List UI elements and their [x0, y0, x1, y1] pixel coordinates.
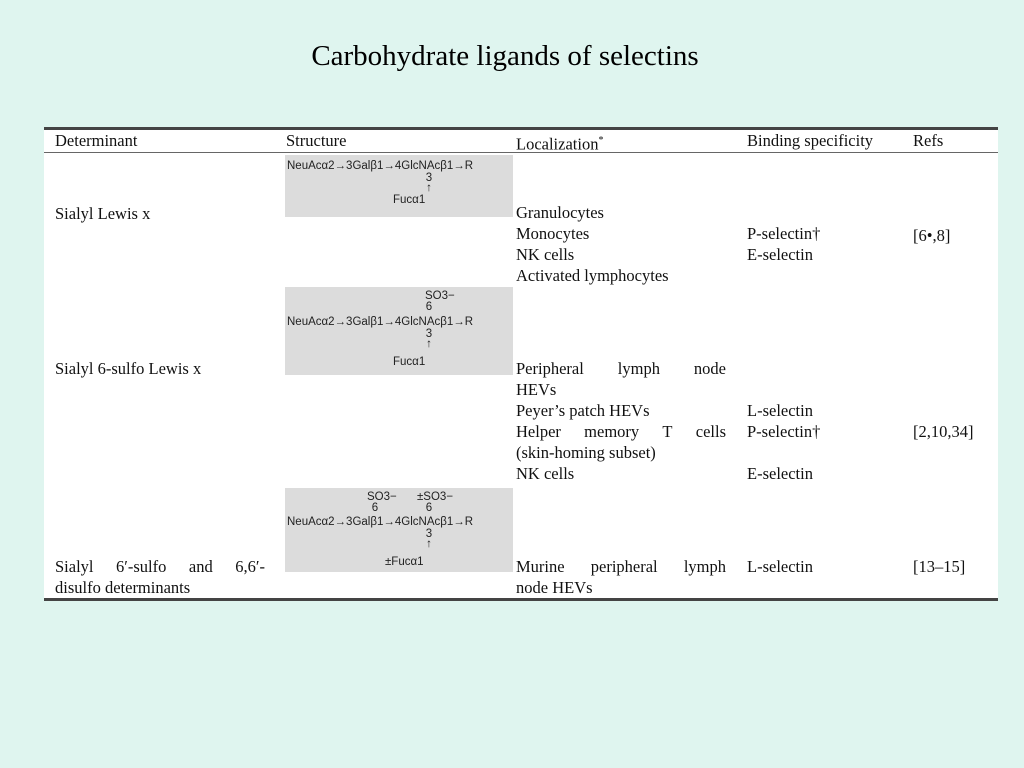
row3-localization-2: node HEVs — [516, 578, 593, 597]
row1-structure-diagram — [285, 155, 513, 217]
row1-structure-position: 3 — [425, 172, 433, 184]
row3-refs: [13–15] — [913, 557, 966, 576]
header-determinant: Determinant — [55, 131, 138, 150]
row2-binding-3: E-selectin — [747, 464, 813, 483]
table-bottom-rule — [44, 598, 998, 601]
row2-structure-chain: NeuAcα2→3Galβ1→4GlcNAcβ1→R — [287, 316, 474, 328]
row1-binding-2: E-selectin — [747, 245, 813, 264]
header-localization: Localization* — [516, 134, 604, 154]
row3-determinant-line2: disulfo determinants — [55, 578, 191, 597]
row2-refs: [2,10,34] — [913, 422, 974, 441]
header-refs: Refs — [913, 131, 944, 150]
row1-structure-chain: NeuAcα2→3Galβ1→4GlcNAcβ1→R — [287, 160, 474, 172]
row2-binding-1: L-selectin — [747, 401, 813, 420]
row2-structure-diagram — [285, 287, 513, 375]
row2-localization-4: Helper memory T cells — [516, 422, 726, 441]
row2-localization-1: Peripheral lymph node — [516, 359, 726, 378]
row1-structure-branch: Fucα1 — [393, 194, 426, 206]
row2-localization-2: HEVs — [516, 380, 557, 399]
slide-title: Carbohydrate ligands of selectins — [311, 40, 699, 72]
row3-structure-sulfo1-pos: 6 — [371, 502, 379, 514]
row3-binding: L-selectin — [747, 557, 813, 576]
row3-determinant-line1: Sialyl 6′-sulfo and 6,6′- — [55, 557, 265, 576]
row1-refs: [6•,8] — [913, 226, 951, 245]
row2-structure-sulfo: SO3− — [425, 290, 455, 302]
row2-determinant: Sialyl 6-sulfo Lewis x — [55, 359, 202, 378]
row2-structure-sulfo-pos: 6 — [425, 301, 433, 313]
row2-structure-branch: Fucα1 — [393, 356, 426, 368]
row3-linkage-arrow-icon: ↑ — [426, 538, 432, 550]
row3-structure-branch: ±Fucα1 — [385, 556, 424, 568]
row3-structure-chain: NeuAcα2→3Galβ1→4GlcNAcβ1→R — [287, 516, 474, 528]
selectin-ligand-table — [44, 127, 998, 601]
row2-localization-6: NK cells — [516, 464, 575, 483]
row3-structure-diagram — [285, 488, 513, 572]
row2-localization-5: (skin-homing subset) — [516, 443, 656, 462]
row1-linkage-arrow-icon: ↑ — [426, 182, 432, 194]
row2-localization-3: Peyer’s patch HEVs — [516, 401, 650, 420]
row3-localization-1: Murine peripheral lymph — [516, 557, 726, 576]
row3-structure-sulfo1: SO3− — [367, 491, 397, 503]
row1-determinant: Sialyl Lewis x — [55, 204, 151, 223]
row3-structure-sulfo2: ±SO3− — [417, 491, 454, 503]
row1-localization-2: Monocytes — [516, 224, 590, 243]
row1-localization-1: Granulocytes — [516, 203, 604, 222]
row1-localization-3: NK cells — [516, 245, 575, 264]
row2-structure-position: 3 — [425, 328, 433, 340]
header-structure: Structure — [286, 131, 347, 150]
row2-linkage-arrow-icon: ↑ — [426, 338, 432, 350]
row2-binding-2: P-selectin† — [747, 422, 821, 441]
row3-structure-position: 3 — [425, 528, 433, 540]
row1-localization-4: Activated lymphocytes — [516, 266, 669, 285]
row3-structure-sulfo2-pos: 6 — [425, 502, 433, 514]
row1-binding-1: P-selectin† — [747, 224, 821, 243]
header-binding-specificity: Binding specificity — [747, 131, 874, 150]
